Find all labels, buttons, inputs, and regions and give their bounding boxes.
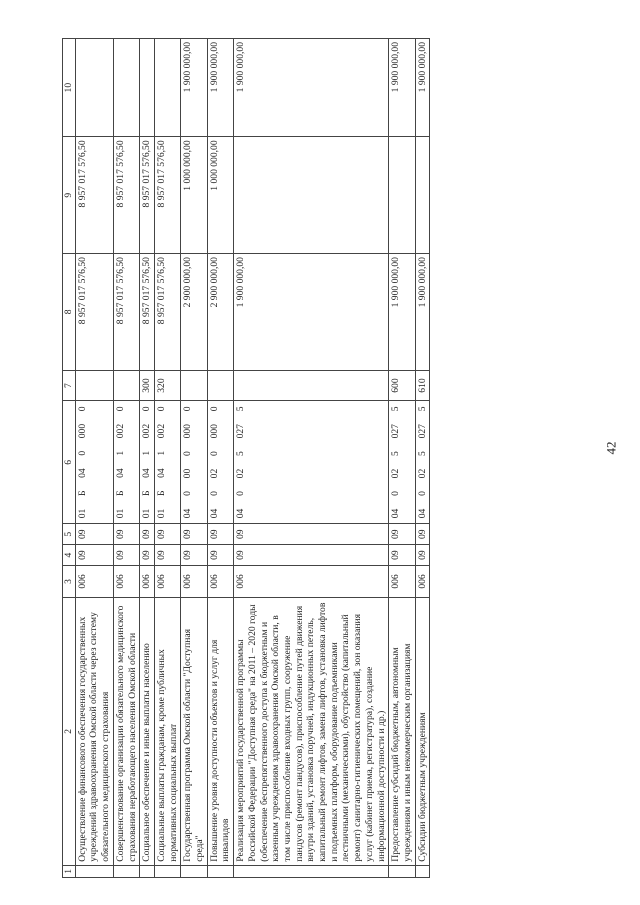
row-index-cell bbox=[389, 865, 415, 877]
cell-c10: 1 900 000,00 bbox=[234, 39, 389, 137]
code-part: 04 bbox=[182, 508, 194, 519]
cell-c9: 8 957 017 576,50 bbox=[113, 137, 139, 254]
cell-c9 bbox=[415, 137, 430, 254]
cell-c4: 09 bbox=[234, 545, 389, 566]
code-part: 0 bbox=[182, 491, 194, 496]
table-row bbox=[140, 39, 155, 878]
cell-c10 bbox=[154, 39, 180, 137]
row-index-cell bbox=[75, 865, 113, 877]
cell-c4: 09 bbox=[389, 545, 415, 566]
cell-c9 bbox=[389, 137, 415, 254]
code-part: 01 bbox=[76, 508, 88, 519]
target-article-code bbox=[234, 401, 389, 524]
code-part: 01 bbox=[114, 508, 126, 519]
column-number: 1 bbox=[63, 865, 76, 877]
cell-c8: 1 900 000,00 bbox=[234, 254, 389, 371]
code-part: 0 bbox=[141, 406, 153, 412]
table-row bbox=[207, 39, 233, 878]
cell-c4: 09 bbox=[75, 545, 113, 566]
cell-c10: 1 900 000,00 bbox=[389, 39, 415, 137]
code-part: 02 bbox=[416, 468, 428, 479]
code-part: 04 bbox=[208, 508, 220, 519]
cell-c5: 09 bbox=[75, 524, 113, 545]
code-part: 0 bbox=[208, 451, 220, 456]
cell-c7 bbox=[75, 370, 113, 401]
cell-c5: 09 bbox=[140, 524, 155, 545]
cell-c5: 09 bbox=[389, 524, 415, 545]
cell-c3: 006 bbox=[389, 566, 415, 598]
code-part: 5 bbox=[235, 406, 247, 412]
code-part: 01 bbox=[141, 508, 153, 519]
code-part: 5 bbox=[416, 451, 428, 456]
code-part: 5 bbox=[416, 406, 428, 412]
cell-c10: 1 900 000,00 bbox=[207, 39, 233, 137]
column-number: 5 bbox=[63, 524, 76, 545]
code-part: 000 bbox=[208, 424, 220, 439]
row-description: Реализация мероприятий государственной программы Российской Федерации "Доступная среда" на 2011 – 2020 годы (обеспечение беспрепятственного доступа к бюджетным и казенным учреждениям здравоохранения Омской области, в том числе приспособление входных групп, сооружение пандусов (ремонт пандусов), приспособление путей движения внутри зданий, установка поручней, индукционных петель, капитальный ремонт лифтов, замена лифтов, установка лифтов и подъемных платформ, оборудование подъемниками лестничными (механическими), обустройство (капитальный ремонт) санитарно-гигиенических помещений, зон оказания услуг (кабинет приема, регистратура), создание информационной доступности и др.) bbox=[234, 597, 389, 865]
table-row bbox=[389, 39, 415, 878]
cell-c5: 09 bbox=[415, 524, 430, 545]
cell-c8: 8 957 017 576,50 bbox=[154, 254, 180, 371]
code-part: 04 bbox=[416, 508, 428, 519]
code-part: 0 bbox=[182, 451, 194, 456]
code-part: 000 bbox=[76, 423, 88, 439]
target-article-code bbox=[113, 401, 139, 524]
cell-c10 bbox=[113, 39, 139, 137]
column-number: 6 bbox=[63, 401, 76, 524]
table-body bbox=[63, 39, 430, 878]
code-part: 0 bbox=[390, 491, 402, 496]
cell-c5: 09 bbox=[181, 524, 207, 545]
cell-c4: 09 bbox=[154, 545, 180, 566]
row-index-cell bbox=[140, 865, 155, 877]
cell-c5: 09 bbox=[113, 524, 139, 545]
row-description: Государственная программа Омской области "Доступная среда" bbox=[181, 597, 207, 865]
cell-c8: 1 900 000,00 bbox=[415, 254, 430, 371]
table-row bbox=[154, 39, 180, 878]
code-part: 04 bbox=[114, 468, 126, 478]
code-part: 0 bbox=[208, 491, 220, 496]
cell-c8: 8 957 017 576,50 bbox=[75, 254, 113, 371]
code-part: Б bbox=[76, 490, 88, 497]
code-part: 02 bbox=[235, 468, 247, 479]
cell-c4: 09 bbox=[113, 545, 139, 566]
cell-c8: 8 957 017 576,50 bbox=[140, 254, 155, 371]
code-part: 002 bbox=[114, 423, 126, 439]
row-description: Совершенствование организации обязательного медицинского страхования неработающего населения Омской области bbox=[113, 597, 139, 865]
table-row bbox=[234, 39, 389, 878]
code-part: 0 bbox=[235, 491, 247, 496]
row-description: Социальное обеспечение и иные выплаты населению bbox=[140, 597, 155, 865]
row-index-cell bbox=[154, 865, 180, 877]
row-index-cell bbox=[207, 865, 233, 877]
code-part: 000 bbox=[182, 424, 194, 439]
cell-c3: 006 bbox=[75, 566, 113, 598]
code-part: 5 bbox=[390, 451, 402, 456]
code-part: 02 bbox=[208, 468, 220, 479]
cell-c8: 1 900 000,00 bbox=[389, 254, 415, 371]
cell-c3: 006 bbox=[207, 566, 233, 598]
column-number: 4 bbox=[63, 545, 76, 566]
code-part: Б bbox=[155, 490, 167, 497]
row-index-cell bbox=[234, 865, 389, 877]
target-article-code bbox=[389, 401, 415, 524]
code-part: 04 bbox=[76, 468, 88, 478]
target-article-code bbox=[154, 401, 180, 524]
cell-c3: 006 bbox=[415, 566, 430, 598]
code-part: 0 bbox=[182, 406, 194, 412]
cell-c9 bbox=[234, 137, 389, 254]
code-part: 0 bbox=[155, 406, 167, 412]
target-article-code bbox=[207, 401, 233, 524]
cell-c9: 8 957 017 576,50 bbox=[75, 137, 113, 254]
cell-c3: 006 bbox=[181, 566, 207, 598]
table-row bbox=[181, 39, 207, 878]
column-number-row bbox=[63, 39, 76, 878]
code-part: Б bbox=[141, 490, 153, 497]
code-part: 027 bbox=[390, 424, 402, 439]
code-part: 0 bbox=[208, 406, 220, 412]
code-part: 027 bbox=[416, 424, 428, 439]
code-part: 02 bbox=[390, 468, 402, 479]
table-row bbox=[415, 39, 430, 878]
target-article-code bbox=[181, 401, 207, 524]
target-article-code bbox=[75, 401, 113, 524]
code-part: 04 bbox=[141, 468, 153, 478]
cell-c4: 09 bbox=[207, 545, 233, 566]
cell-c7 bbox=[207, 370, 233, 401]
cell-c4: 09 bbox=[140, 545, 155, 566]
code-part: 1 bbox=[141, 450, 153, 456]
target-article-code bbox=[140, 401, 155, 524]
row-description: Повышение уровня доступности объектов и услуг для инвалидов bbox=[207, 597, 233, 865]
code-part: 027 bbox=[235, 424, 247, 439]
column-number: 9 bbox=[63, 137, 76, 254]
row-index-cell bbox=[415, 865, 430, 877]
code-part: 002 bbox=[141, 423, 153, 439]
code-part: 5 bbox=[235, 451, 247, 456]
page-number: 42 bbox=[603, 441, 619, 455]
code-part: 0 bbox=[76, 450, 88, 456]
cell-c9: 1 000 000,00 bbox=[181, 137, 207, 254]
code-part: 0 bbox=[76, 406, 88, 412]
cell-c8: 2 900 000,00 bbox=[181, 254, 207, 371]
row-description: Осуществление финансового обеспечения государственных учреждений здравоохранения Омской области через систему обязательного медицинского страхования bbox=[75, 597, 113, 865]
cell-c10 bbox=[140, 39, 155, 137]
budget-table-rotated bbox=[62, 38, 582, 878]
code-part: 1 bbox=[114, 450, 126, 456]
cell-c8: 2 900 000,00 bbox=[207, 254, 233, 371]
cell-c5: 09 bbox=[234, 524, 389, 545]
code-part: 5 bbox=[390, 406, 402, 412]
code-part: 00 bbox=[182, 468, 194, 479]
row-index-cell bbox=[113, 865, 139, 877]
cell-c4: 09 bbox=[415, 545, 430, 566]
cell-c3: 006 bbox=[113, 566, 139, 598]
table-row bbox=[75, 39, 113, 878]
cell-c3: 006 bbox=[140, 566, 155, 598]
code-part: 002 bbox=[155, 423, 167, 439]
cell-c7: 320 bbox=[154, 370, 180, 401]
cell-c10: 1 900 000,00 bbox=[181, 39, 207, 137]
row-description: Предоставление субсидий бюджетным, автономным учреждениям и иным некоммерческим организациям bbox=[389, 597, 415, 865]
code-part: 04 bbox=[390, 508, 402, 519]
cell-c5: 09 bbox=[207, 524, 233, 545]
row-description: Социальные выплаты гражданам, кроме публичных нормативных социальных выплат bbox=[154, 597, 180, 865]
code-part: 1 bbox=[155, 450, 167, 456]
cell-c9: 8 957 017 576,50 bbox=[154, 137, 180, 254]
code-part: 0 bbox=[416, 491, 428, 496]
cell-c3: 006 bbox=[234, 566, 389, 598]
column-number: 7 bbox=[63, 370, 76, 401]
budget-table bbox=[62, 38, 430, 878]
column-number: 10 bbox=[63, 39, 76, 137]
cell-c3: 006 bbox=[154, 566, 180, 598]
cell-c7: 610 bbox=[415, 370, 430, 401]
table-row bbox=[113, 39, 139, 878]
cell-c10: 1 900 000,00 bbox=[415, 39, 430, 137]
cell-c7 bbox=[181, 370, 207, 401]
code-part: 0 bbox=[114, 406, 126, 412]
cell-c9: 8 957 017 576,50 bbox=[140, 137, 155, 254]
row-index-cell bbox=[181, 865, 207, 877]
cell-c9: 1 000 000,00 bbox=[207, 137, 233, 254]
cell-c5: 09 bbox=[154, 524, 180, 545]
cell-c4: 09 bbox=[181, 545, 207, 566]
cell-c7 bbox=[234, 370, 389, 401]
cell-c8: 8 957 017 576,50 bbox=[113, 254, 139, 371]
cell-c10 bbox=[75, 39, 113, 137]
code-part: 01 bbox=[155, 508, 167, 519]
code-part: 04 bbox=[155, 468, 167, 478]
target-article-code bbox=[415, 401, 430, 524]
row-description: Субсидии бюджетным учреждениям bbox=[415, 597, 430, 865]
code-part: Б bbox=[114, 490, 126, 497]
code-part: 04 bbox=[235, 508, 247, 519]
column-number: 2 bbox=[63, 597, 76, 865]
cell-c7 bbox=[113, 370, 139, 401]
cell-c7: 600 bbox=[389, 370, 415, 401]
column-number: 8 bbox=[63, 254, 76, 371]
column-number: 3 bbox=[63, 566, 76, 598]
cell-c7: 300 bbox=[140, 370, 155, 401]
